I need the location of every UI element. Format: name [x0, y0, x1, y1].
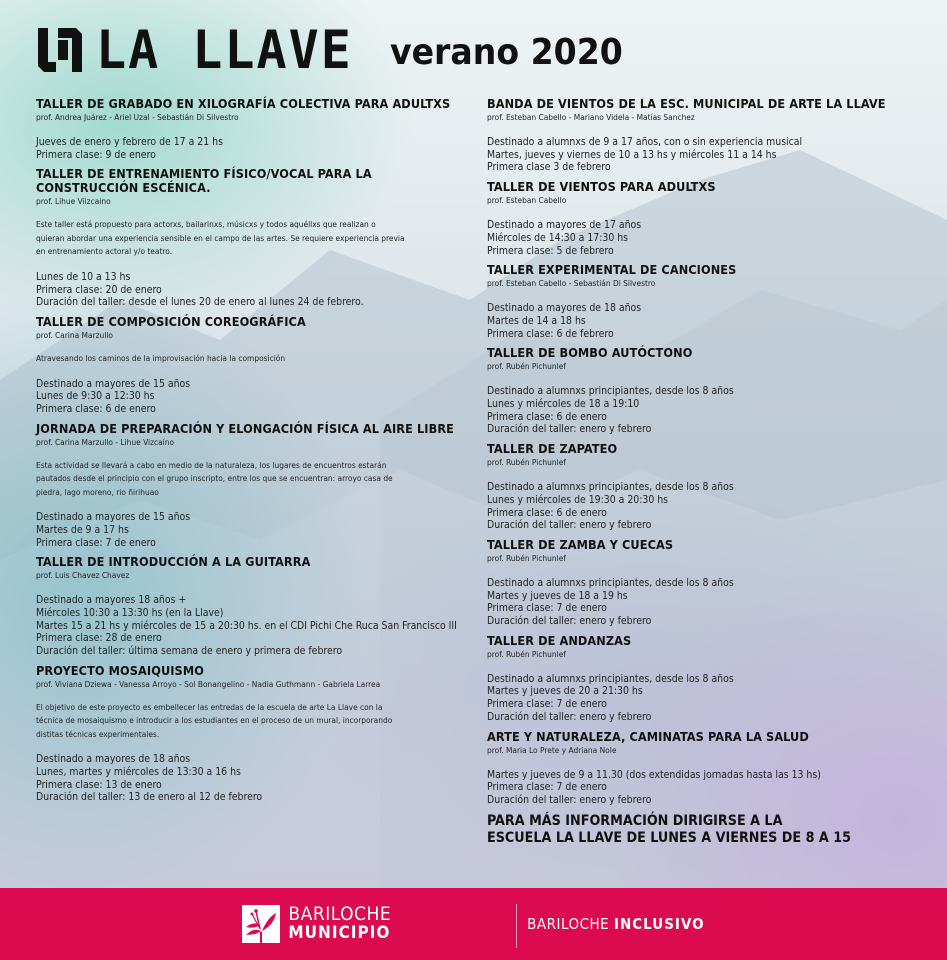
- desc-line: en entrenamiento actoral y/o teatro.: [36, 246, 173, 257]
- info-line: Destinado a mayores 18 años +: [36, 594, 187, 607]
- workshop-professors: prof. Rubén Pichunlef: [487, 648, 566, 659]
- workshop-grabado: [36, 97, 476, 161]
- info-line: Lunes, martes y miércoles de 13:30 a 16 hs: [36, 765, 241, 778]
- info-line: Destinado a alumnxs principiantes, desde los 8 años: [487, 385, 734, 398]
- workshop-title: TALLER DE ANDANZAS: [487, 632, 632, 648]
- info-line: Primera clase: 20 de enero: [36, 283, 162, 296]
- workshop-title: TALLER DE ZAPATEO: [487, 441, 618, 457]
- info-line: Martes, jueves y viernes de 10 a 13 hs y miércoles 11 a 14 hs: [487, 148, 777, 161]
- info-line: Primera clase: 7 de enero: [487, 602, 607, 615]
- workshop-bombo: [487, 346, 927, 436]
- brand-name: LA LLAVE: [96, 19, 353, 81]
- info-line: Primera clase: 13 de enero: [36, 778, 162, 791]
- info-line: Destinado a mayores de 18 años: [36, 753, 191, 766]
- info-line: Destinado a alumnxs principiantes, desde los 8 años: [487, 576, 734, 589]
- info-line: Duración del taller: última semana de enero y primera de febrero: [36, 645, 343, 658]
- contact-line: PARA MÁS INFORMACIÓN DIRIGIRSE A LA: [487, 812, 783, 829]
- desc-line: Este taller está propuesto para actorxs, bailarinxs, músicxs y todos aquéllxs que realizan o: [36, 219, 376, 230]
- workshop-description: [36, 218, 476, 259]
- workshop-banda-vientos: [487, 97, 927, 174]
- workshop-info: [487, 136, 927, 174]
- workshop-info: [36, 378, 476, 416]
- desc-line: Esta actividad se llevará a cabo en medio de la naturaleza, los lugares de encuentros estarán: [36, 459, 387, 470]
- workshop-info: [36, 136, 476, 161]
- footer-divider: [516, 904, 517, 948]
- workshop-professors: prof. Carina Marzullo - Lihue Vizcaíno: [36, 436, 175, 447]
- workshop-info: [487, 577, 927, 628]
- info-line: Primera clase: 28 de enero: [36, 632, 162, 645]
- info-line: Duración del taller: desde el lunes 20 de enero al lunes 24 de febrero.: [36, 296, 364, 309]
- desc-line: piedra, lago moreno, rio ñirihuao: [36, 486, 159, 497]
- info-line: Martes y jueves de 18 a 19 hs: [487, 589, 628, 602]
- workshop-professors: prof. Maria Lo Prete y Adriana Nole: [487, 744, 617, 755]
- workshop-composicion: [36, 315, 476, 416]
- workshop-info: [487, 481, 927, 532]
- desc-line: Atravesando los caminos de la improvisación hacia la composición: [36, 353, 286, 364]
- info-line: Primera clase: 6 de febrero: [487, 327, 614, 340]
- workshop-professors: prof. Rubén Pichunlef: [487, 552, 566, 563]
- footer: [0, 888, 947, 960]
- info-line: Lunes y miércoles de 19:30 a 20:30 hs: [487, 493, 669, 506]
- info-line: Destinado a mayores de 15 años: [36, 511, 191, 524]
- info-line: Primera clase 3 de febrero: [487, 161, 611, 174]
- workshop-info: [487, 673, 927, 724]
- municipio-top-text: BARILOCHE: [288, 903, 392, 925]
- info-line: Lunes y miércoles de 18 a 19:10: [487, 398, 640, 411]
- workshop-professors: prof. Carina Marzullo: [36, 330, 114, 341]
- desc-line: distitas técnicas experimentales.: [36, 728, 160, 739]
- workshop-jornada: [36, 422, 476, 550]
- workshop-info: [487, 219, 927, 257]
- workshop-info: [36, 753, 476, 804]
- workshop-professors: prof. Andrea Juárez - Ariel Uzal - Sebastián Di Silvestro: [36, 112, 239, 122]
- info-line: Destinado a alumnxs de 9 a 17 años, con o sin experiencia musical: [487, 136, 803, 148]
- right-column: [487, 97, 927, 848]
- la-llave-logo-icon: [36, 26, 84, 74]
- workshop-zapateo: [487, 442, 927, 532]
- workshop-info: [487, 769, 927, 807]
- info-line: Duración del taller: enero y febrero: [487, 793, 652, 806]
- workshop-title: TALLER DE GRABADO EN XILOGRAFÍA COLECTIVA PARA ADULTXS: [36, 96, 451, 111]
- workshop-info: [36, 594, 476, 658]
- info-line: Lunes de 9:30 a 12:30 hs: [36, 390, 155, 403]
- workshop-arte-naturaleza: [487, 730, 927, 807]
- workshop-zamba: [487, 538, 927, 628]
- info-line: Destinado a mayores de 17 años: [487, 219, 642, 232]
- info-line: Jueves de enero y febrero de 17 a 21 hs: [36, 136, 223, 148]
- info-line: Destinado a mayores de 18 años: [487, 302, 642, 315]
- desc-line: El objetivo de este proyecto es embellecer las entredas de la escuela de arte La Llave con la: [36, 701, 383, 712]
- workshop-description: [36, 352, 476, 366]
- info-line: Primera clase: 7 de enero: [487, 781, 607, 794]
- desc-line: técnica de mosaiquismo e introducir a los estudiantes en el proceso de un mural, incorporando: [36, 715, 393, 726]
- info-line: Martes y jueves de 9 a 11.30 (dos extendidas jornadas hasta las 13 hs): [487, 768, 821, 781]
- info-line: Primera clase: 6 de enero: [487, 410, 607, 423]
- workshop-professors: prof. Esteban Cabello - Mariano Videla - Matías Sanchez: [487, 112, 695, 122]
- info-line: Miércoles 10:30 a 13:30 hs (en la Llave): [36, 606, 224, 619]
- info-line: Duración del taller: 13 de enero al 12 de febrero: [36, 791, 263, 804]
- workshop-title: TALLER DE INTRODUCCIÓN A LA GUITARRA: [36, 554, 311, 570]
- workshop-title: TALLER DE COMPOSICIÓN COREOGRÁFICA: [36, 314, 306, 330]
- workshop-title: TALLER DE ENTRENAMIENTO FÍSICO/VOCAL PARA LA CONSTRUCCIÓN ESCÉNICA.: [36, 166, 372, 196]
- workshop-vientos-adultxs: [487, 180, 927, 257]
- workshop-info: [36, 271, 476, 309]
- workshop-description: [36, 459, 476, 500]
- info-line: Lunes de 10 a 13 hs: [36, 270, 131, 283]
- info-line: Duración del taller: enero y febrero: [487, 519, 652, 532]
- info-line: Duración del taller: enero y febrero: [487, 710, 652, 723]
- info-line: Duración del taller: enero y febrero: [487, 423, 652, 436]
- info-line: Primera clase: 9 de enero: [36, 148, 156, 161]
- workshop-canciones: [487, 263, 927, 340]
- workshop-professors: prof. Luis Chavez Chavez: [36, 570, 130, 581]
- info-line: Martes de 9 a 17 hs: [36, 523, 129, 536]
- header: [36, 20, 353, 80]
- municipio-wordmark: [288, 905, 391, 943]
- info-line: Martes 15 a 21 hs y miércoles de 15 a 20:30 hs. en el CDI Pichi Che Ruca San Francisco III: [36, 619, 457, 632]
- workshop-title: TALLER DE VIENTOS PARA ADULTXS: [487, 179, 716, 195]
- desc-line: pautados desde el principio con el grupo inscripto, entre los que se encuentran: arroyo casa de: [36, 473, 393, 484]
- workshop-andanzas: [487, 634, 927, 724]
- info-line: Primera clase: 5 de febrero: [487, 244, 614, 257]
- info-line: Primera clase: 7 de enero: [487, 698, 607, 711]
- workshop-info: [487, 385, 927, 436]
- workshop-title: TALLER DE ZAMBA Y CUECAS: [487, 536, 674, 552]
- lily-flower-icon: [242, 905, 280, 943]
- bariloche-inclusivo: [527, 915, 704, 933]
- workshop-title: JORNADA DE PREPARACIÓN Y ELONGACIÓN FÍSICA AL AIRE LIBRE: [36, 420, 455, 436]
- contact-info: [487, 813, 927, 848]
- info-line: Martes de 14 a 18 hs: [487, 314, 586, 327]
- left-column: [36, 97, 476, 808]
- workshop-title: ARTE Y NATURALEZA, CAMINATAS PARA LA SALUD: [487, 728, 809, 744]
- workshop-mosaiquismo: [36, 664, 476, 804]
- workshop-guitarra: [36, 555, 476, 658]
- workshop-title: TALLER DE BOMBO AUTÓCTONO: [487, 345, 693, 361]
- info-line: Destinado a mayores de 15 años: [36, 377, 191, 390]
- info-line: Duración del taller: enero y febrero: [487, 615, 652, 628]
- workshop-professors: prof. Rubén Pichunlef: [487, 457, 566, 468]
- municipio-bottom-text: MUNICIPIO: [288, 923, 391, 943]
- workshop-professors: prof. Esteban Cabello: [487, 195, 567, 206]
- workshop-info: [36, 511, 476, 549]
- info-line: Primera clase: 6 de enero: [36, 402, 156, 415]
- info-line: Primera clase: 6 de enero: [487, 506, 607, 519]
- workshop-professors: prof. Rubén Pichunlef: [487, 361, 566, 372]
- info-line: Primera clase: 7 de enero: [36, 536, 156, 549]
- workshop-entrenamiento: [36, 167, 476, 309]
- contact-line: ESCUELA LA LLAVE DE LUNES A VIERNES DE 8 A 15: [487, 830, 851, 847]
- workshop-professors: prof. Esteban Cabello - Sebastián Di Silvestro: [487, 278, 656, 289]
- workshop-title: PROYECTO MOSAIQUISMO: [36, 662, 204, 678]
- info-line: Destinado a alumnxs principiantes, desde los 8 años: [487, 481, 734, 494]
- workshop-title: BANDA DE VIENTOS DE LA ESC. MUNICIPAL DE ARTE LA LLAVE: [487, 96, 886, 111]
- season-title: verano 2020: [390, 32, 623, 73]
- municipio-logo: [242, 905, 391, 943]
- workshop-info: [487, 302, 927, 340]
- workshop-professors: prof. Viviana Dziewa - Vanessa Arroyo - Sol Bonangelino - Nadia Guthmann - Gabriela Larrea: [36, 678, 381, 689]
- workshop-description: [36, 701, 476, 742]
- inclusivo-bold-text: INCLUSIVO: [613, 915, 705, 933]
- info-line: Martes y jueves de 20 a 21:30 hs: [487, 685, 643, 698]
- workshop-professors: prof. Lihue Viizcaino: [36, 196, 111, 207]
- desc-line: quieran abordar una experiencia sensible en el campo de las artes. Se requiere experiencia previa: [36, 232, 405, 243]
- inclusivo-light-text: BARILOCHE: [527, 915, 614, 933]
- info-line: Miércoles de 14:30 a 17:30 hs: [487, 231, 629, 244]
- workshop-title: TALLER EXPERIMENTAL DE CANCIONES: [487, 262, 737, 278]
- info-line: Destinado a alumnxs principiantes, desde los 8 años: [487, 672, 734, 685]
